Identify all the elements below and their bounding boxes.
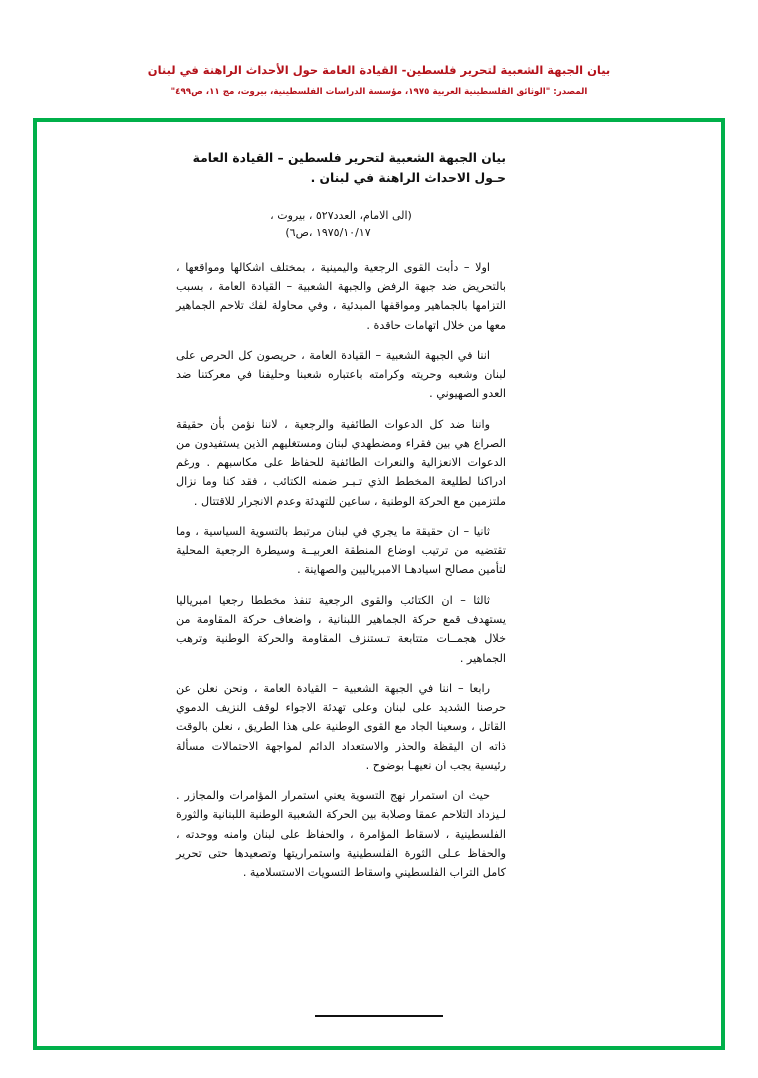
text-column <box>176 148 506 882</box>
citation-line-2: ١٩٧٥/١٠/١٧ ،ص٦) <box>285 226 371 240</box>
bottom-divider <box>37 1005 721 1024</box>
page-header <box>0 0 758 99</box>
paragraph: ثانيا – ان حقيقة ما يجري في لبنان مرتبط بالتسوية السياسية ، وما تقتضيه من ترتيب اوضاع المنطقة العربيــة وسيطرة الرجعية المحلية لتأمين مصالح اسيادهـا الامبرياليين والصهاينة . <box>176 524 506 577</box>
document-headline: بيان الجبهة الشعبية لتحرير فلسطين – القيادة العامة حـول الاحداث الراهنة في لبنان . <box>192 151 506 186</box>
paragraph: رابعا – اننا في الجبهة الشعبية – القيادة العامة ، ونحن نعلن عن حرصنا الشديد على لبنان وعلى تهدئة الاجواء لوقف النزيف الدموي القاتل ، وسعينا الجاد مع القوى الوطنية على هذا الطريق ، نعلن بالوقت ذاته ان اليقظة والحذر والاستعداد الدائم لمواجهة الاحتمالات مسألة رئيسية يجب ان نعيهـا بوضوح . <box>176 681 506 772</box>
scanned-page-content <box>37 122 721 1046</box>
paragraph: حيث ان استمرار نهج التسوية يعني استمرار المؤامرات والمجازر . لـيزداد التلاحم عمقا وصلابة بين الحركة الشعبية الوطنية اللبنانية والثورة الفلسطينية ، لاسقاط المؤامرة ، والحفاظ على لبنان وامنه ووحدته ، والحفاظ عـلى الثورة الفلسطينية واستمراريتها وتصعيدها حتى تحرير كامل التراب الفلسطيني واسقاط التسويات الاستسلامية . <box>176 789 506 880</box>
scanned-document-frame <box>33 118 725 1050</box>
publication-citation <box>216 207 466 242</box>
page-title: بيان الجبهة الشعبية لتحرير فلسطين- القيادة العامة حول الأحداث الراهنة في لبنان <box>147 63 611 77</box>
source-citation: المصدر: "الوثائق الفلسطينية العربية ١٩٧٥، مؤسسة الدراسات الفلسطينية، بيروت، مج ١١، ص٤٩٩" <box>170 87 588 98</box>
paragraph: اولا – دأبت القوى الرجعية واليمينية ، بمختلف اشكالها ومواقعها ، بالتحريض ضد جبهة الرفض والجبهة الشعبية – القيادة العامة ، بسبب التزامها بالجماهير ومواقفها المبدئية ، وفي محاولة لفك تلاحم الجماهير معها من خلال اتهامات حاقدة . <box>176 260 506 332</box>
paragraph: واننا ضد كل الدعوات الطائفية والرجعية ، لاننا نؤمن بأن حقيقة الصراع هي بين فقراء ومضطهدي لبنان ومستغليهم الذين يستفيدون من الدعوات الانعزالية والنعرات الطائفية للحفاظ على مكاسبهم . ورغم ادراكنا لطليعة المخطط الذي تـبـر ضمنه الكتائب ، فقد كنا وما نزال ملتزمين مع الحركة الوطنية ، ساعين للتهدئة وعدم الانجرار للاقتتال . <box>176 417 506 508</box>
paragraph: ثالثا – ان الكتائب والقوى الرجعية تنفذ مخططا رجعيا امبرياليا يستهدف قمع حركة الجماهير اللبنانية ، واضعاف حركة المقاومة من خلال هجمــات متتابعة تـستنزف المقاومة والحركة الوطنية وترهب الجماهير . <box>176 593 506 665</box>
citation-line-1: (الى الامام، العدد٥٢٧ ، بيروت ، <box>270 208 412 222</box>
paragraph: اننا في الجبهة الشعبية – القيادة العامة ، حريصون كل الحرص على لبنان وشعبه وحريته وكرامته باعتباره شعبنا وحليفنا في معركتنا ضد العدو الصهيوني . <box>176 348 506 401</box>
